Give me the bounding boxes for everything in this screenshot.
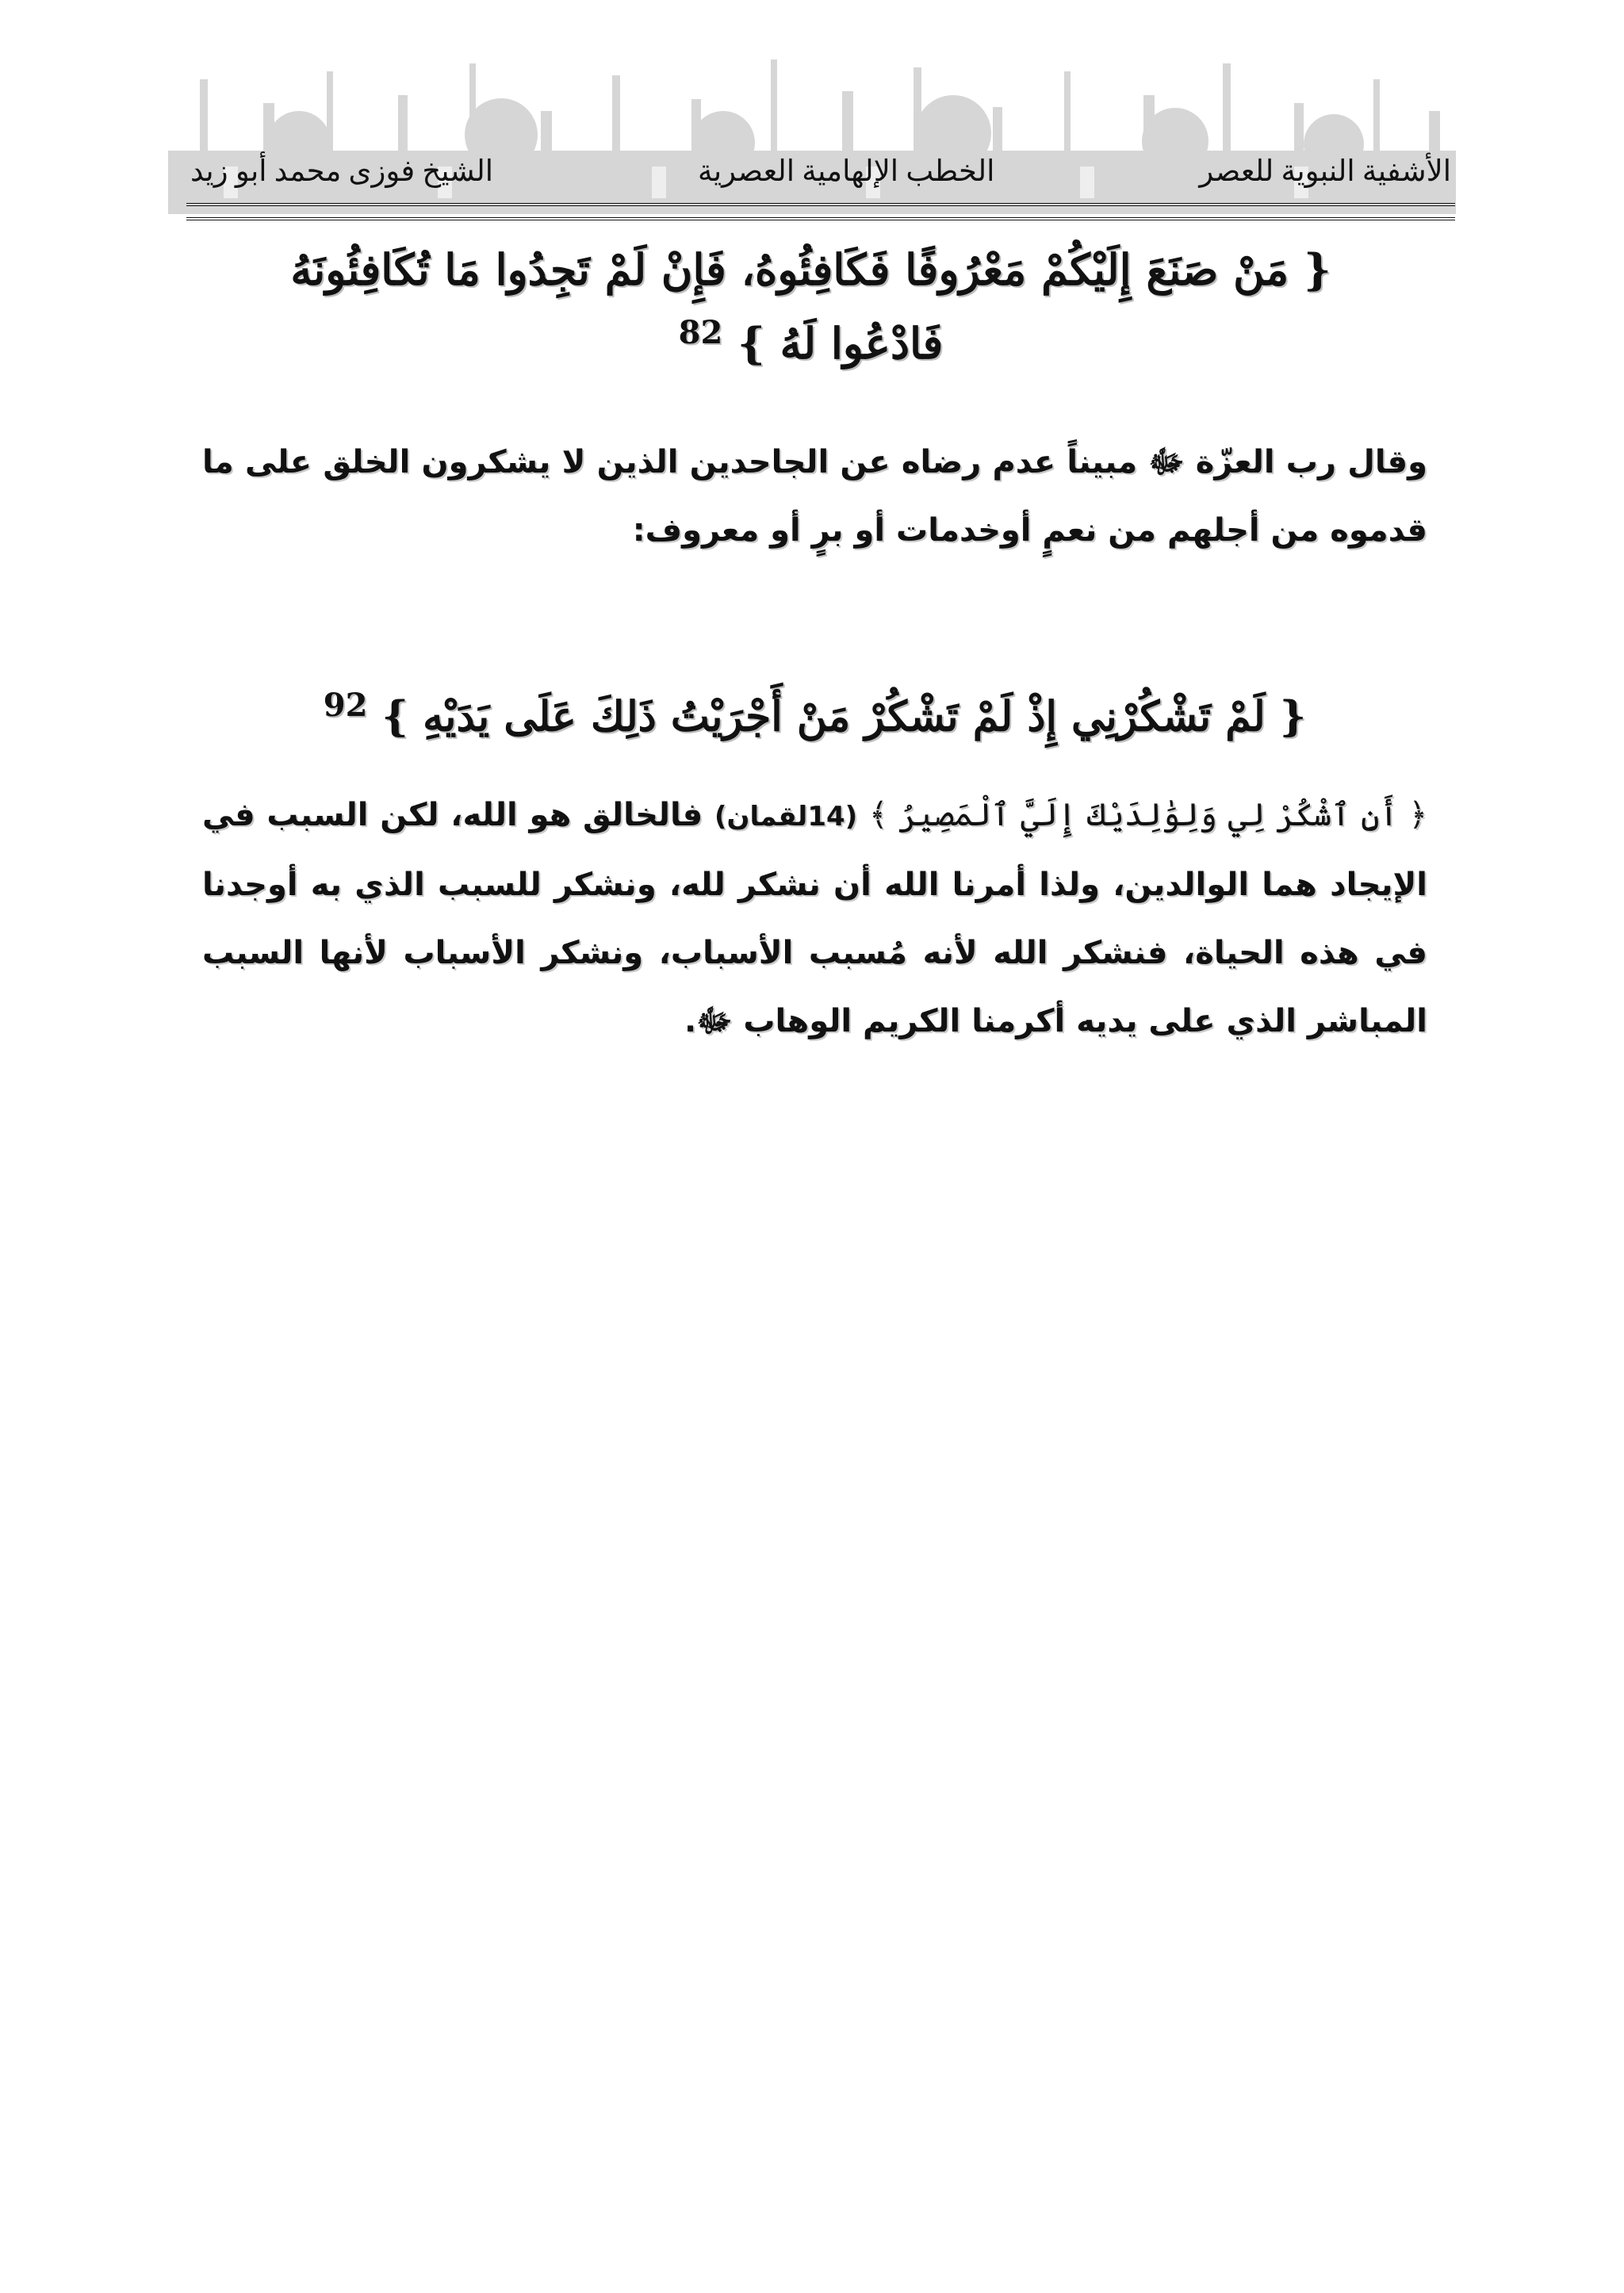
hadith-1-line-2 [198, 301, 1423, 375]
header-separator [186, 203, 1455, 220]
hadith-2-text: { لَمْ تَشْكُرْنِي إِذْ لَمْ تَشْكُرْ مَنْ أَجْرَيْتُ ذَلِكَ عَلَى يَدَيْهِ } [381, 692, 1307, 741]
running-header [190, 147, 1451, 195]
footnote-mark-82: 82 [678, 314, 723, 351]
footnote-mark-92: 92 [323, 687, 368, 724]
paragraph-2 [202, 781, 1427, 1055]
header-collection: الأشفية النبوية للعصر [1199, 155, 1451, 188]
hadith-1-line-2-text: فَادْعُوا لَهُ } [737, 318, 944, 369]
header-author: الشيخ فوزى محمد أبو زيد [190, 155, 494, 188]
header-series: الخطب الإلهامية العصرية [697, 155, 995, 188]
hadith-quote-2 [202, 670, 1427, 752]
hadith-quote-1 [198, 238, 1423, 375]
verse-luqman-14: ﴿ أَنِ ٱشْكُرْ لِي وَلِوَٰلِدَيْكَ إِلَيَّ ٱلْمَصِيرُ ﴾ [868, 797, 1427, 833]
paragraph-2-text: فالخالق هو الله، لكن السبب في الإيجاد هما الوالدين، ولذا أمرنا الله أن نشكر لله، ونشكر للسبب الذي به أوجدنا في هذه الحياة، فنشكر الله لأنه مُسبب الأسباب، ونشكر الأسباب لأنها السبب المباشر الذي على يديه أكرمنا الكريم الوهاب ﷻ. [202, 797, 1427, 1039]
verse-ref-luqman: (14لقمان) [714, 801, 858, 833]
hadith-1-line-1: { مَنْ صَنَعَ إِلَيْكُمْ مَعْرُوفًا فَكَافِئُوهُ، فَإِنْ لَمْ تَجِدُوا مَا تُكَافِئُونَهُ [290, 244, 1331, 295]
paragraph-1: وقال رب العزّة ﷻ مبيناً عدم رضاه عن الجاحدين الذين لا يشكرون الخلق على ما قدموه من أجلهم من نعمٍ أوخدمات أو برٍ أو معروف: [202, 444, 1427, 549]
